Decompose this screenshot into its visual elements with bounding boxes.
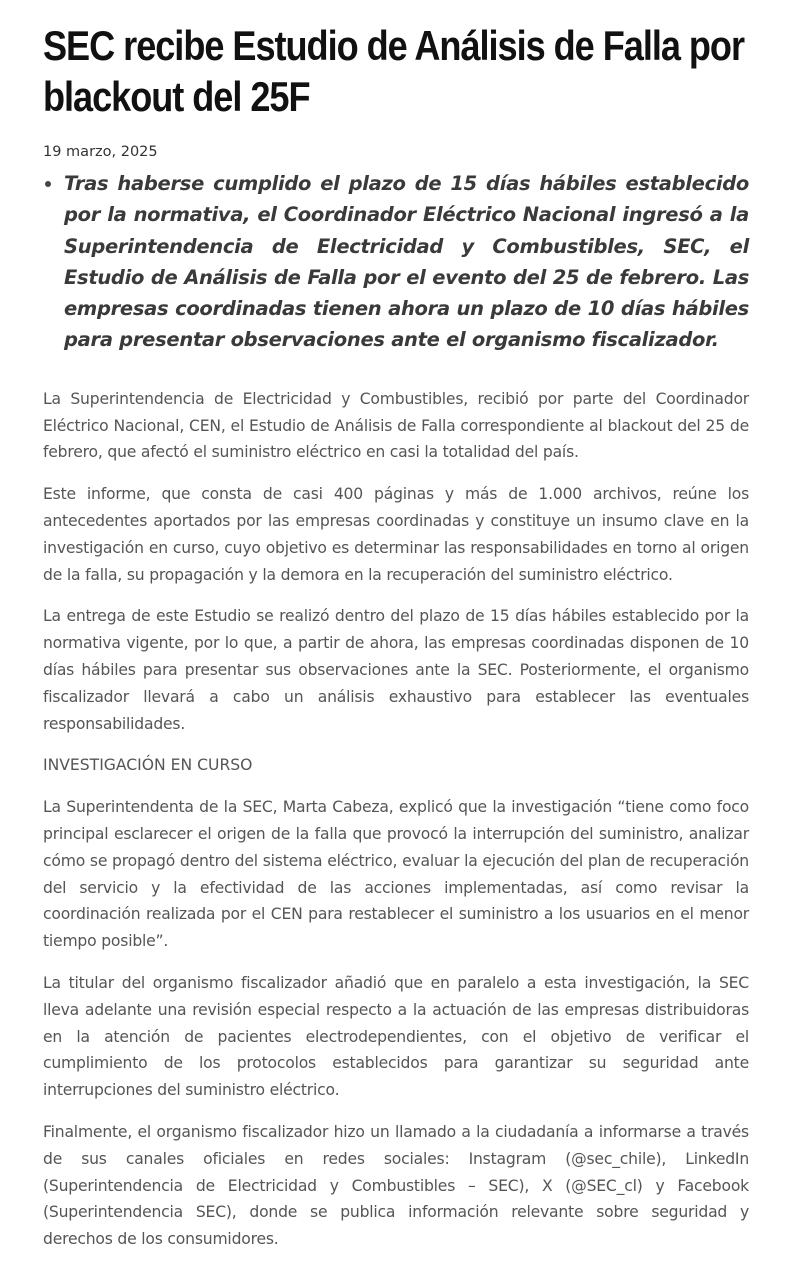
article xyxy=(43,0,749,1268)
article-title: SEC recibe Estudio de Análisis de Falla por blackout del 25F xyxy=(43,22,744,120)
paragraph: La entrega de este Estudio se realizó dentro del plazo de 15 días hábiles establecido por la normativa vigente, por lo que, a partir de ahora, las empresas coordinadas disponen de 10 días hábiles para presentar sus observaciones ante la SEC. Posteriormente, el organismo fiscalizador llevará a cabo un análisis exhaustivo para establecer las eventuales responsabilidades. xyxy=(43,607,749,733)
summary-text: Tras haberse cumplido el plazo de 15 días hábiles establecido por la normativa, el Coordinador Eléctrico Nacional ingresó a la Superintendencia de Electricidad y Combustibles, SEC, el Estudio de Análisis de Falla por el evento del 25 de febrero. Las empresas coordinadas tienen ahora un plazo de 10 días hábiles para presentar observaciones ante el organismo fiscalizador. xyxy=(64,172,749,352)
summary-item xyxy=(64,168,749,356)
paragraph: La Superintendenta de la SEC, Marta Cabeza, explicó que la investigación “tiene como foco principal esclarecer el origen de la falla que provocó la interrupción del suministro, analizar cómo se propagó dentro del sistema eléctrico, evaluar la ejecución del plan de recuperación del servicio y la efectividad de las acciones implementadas, así como revisar la coordinación realizada por el CEN para restablecer el suministro a los usuarios en el menor tiempo posible”. xyxy=(43,798,749,951)
paragraph: La Superintendencia de Electricidad y Combustibles, recibió por parte del Coordinador Eléctrico Nacional, CEN, el Estudio de Análisis de Falla correspondiente al blackout del 25 de febrero, que afectó el suministro eléctrico en casi la totalidad del país. xyxy=(43,389,749,462)
section-heading: INVESTIGACIÓN EN CURSO xyxy=(43,756,253,775)
bullet-icon xyxy=(45,181,51,187)
article-body xyxy=(43,386,749,1253)
publish-date: 19 marzo, 2025 xyxy=(43,144,158,160)
paragraph: Finalmente, el organismo fiscalizador hizo un llamado a la ciudadanía a informarse a través de sus canales oficiales en redes sociales: Instagram (@sec_chile), LinkedIn (Superintendencia de Electricidad y Combustibles – SEC), X (@SEC_cl) y Facebook (Superintendencia SEC), donde se publica información relevante sobre seguridad y derechos de los consumidores. xyxy=(43,1122,749,1249)
summary-list xyxy=(43,168,749,356)
paragraph: La titular del organismo fiscalizador añadió que en paralelo a esta investigación, la SEC lleva adelante una revisión especial respecto a la actuación de las empresas distribuidoras en la atención de pacientes electrodependientes, con el objetivo de verificar el cumplimiento de los protocolos establecidos para garantizar su seguridad ante interrupciones del suministro eléctrico. xyxy=(43,973,749,1100)
paragraph: Este informe, que consta de casi 400 páginas y más de 1.000 archivos, reúne los antecedentes aportados por las empresas coordinadas y constituye un insumo clave en la investigación en curso, cuyo objetivo es determinar las responsabilidades en torno al origen de la falla, su propagación y la demora en la recuperación del suministro eléctrico. xyxy=(43,485,749,584)
